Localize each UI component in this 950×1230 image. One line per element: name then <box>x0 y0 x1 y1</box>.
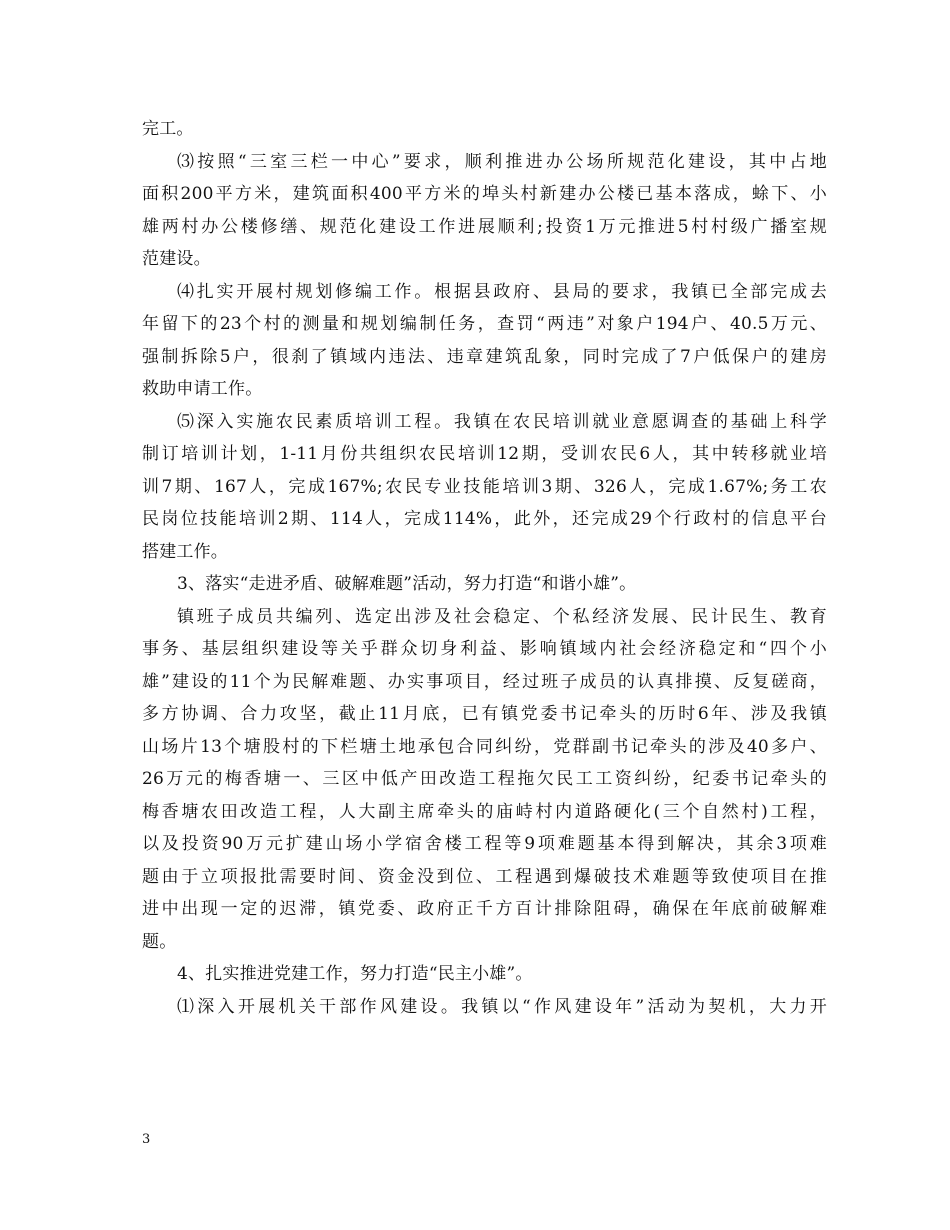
text-line: 梅香塘农田改造工程，人大副主席牵头的庙峙村内道路硬化(三个自然村)工程， <box>142 801 827 822</box>
body-text <box>142 113 827 1023</box>
text-line: 制订培训计划，1-11月份共组织农民培训12期，受训农民6人，其中转移就业培 <box>142 444 827 464</box>
text-line: 3、落实“走进矛盾、破解难题”活动，努力打造“和谐小雄”。 <box>177 574 637 594</box>
page-number: 3 <box>142 1132 151 1147</box>
text-line: ⑸深入实施农民素质培训工程。我镇在农民培训就业意愿调查的基础上科学 <box>177 411 827 432</box>
text-line: 训7期、167人，完成167%;农民专业技能培训3期、326人，完成1.67%;务工农 <box>142 476 827 497</box>
text-line: 题由于立项报批需要时间、资金没到位、工程遇到爆破技术难题等致使项目在推 <box>142 866 827 887</box>
text-line: 多方协调、合力攻坚，截止11月底，已有镇党委书记牵头的历时6年、涉及我镇 <box>142 704 827 724</box>
text-line: 雄两村办公楼修缮、规范化建设工作进展顺利;投资1万元推进5村村级广播室规 <box>142 216 827 237</box>
text-line: 搭建工作。 <box>142 541 228 562</box>
text-line: ⑴深入开展机关干部作风建设。我镇以“作风建设年”活动为契机，大力开 <box>177 996 827 1017</box>
text-line: 完工。 <box>142 119 194 139</box>
text-line: ⑷扎实开展村规划修编工作。根据县政府、县局的要求，我镇已全部完成去 <box>177 281 827 302</box>
text-line: 事务、基层组织建设等关乎群众切身利益、影响镇域内社会经济稳定和“四个小 <box>142 639 827 659</box>
text-line: 26万元的梅香塘一、三区中低产田改造工程拖欠民工工资纠纷，纪委书记牵头的 <box>142 769 827 789</box>
text-line: 以及投资90万元扩建山场小学宿舍楼工程等9项难题基本得到解决，其余3项难 <box>142 834 827 854</box>
text-line: 年留下的23个村的测量和规划编制任务，查罚“两违”对象户194户、40.5万元、 <box>142 314 827 334</box>
text-line: 镇班子成员共编列、选定出涉及社会稳定、个私经济发展、民计民生、教育 <box>177 606 827 627</box>
text-line: 雄”建设的11个为民解难题、办实事项目，经过班子成员的认真排摸、反复磋商， <box>142 671 827 692</box>
text-line: 题。 <box>142 931 177 952</box>
text-line: 进中出现一定的迟滞，镇党委、政府正千方百计排除阻碍，确保在年底前破解难 <box>142 899 827 919</box>
text-line: 山场片13个塘股村的下栏塘土地承包合同纠纷，党群副书记牵头的涉及40多户、 <box>142 736 827 757</box>
text-line: 范建设。 <box>142 249 211 269</box>
text-line: 面积200平方米，建筑面积400平方米的埠头村新建办公楼已基本落成，蜍下、小 <box>142 184 827 204</box>
text-line: 救助申请工作。 <box>142 379 263 399</box>
text-line: 强制拆除5户，很刹了镇域内违法、违章建筑乱象，同时完成了7户低保户的建房 <box>142 346 827 367</box>
text-line: 民岗位技能培训2期、114人，完成114%，此外，还完成29个行政村的信息平台 <box>142 509 827 529</box>
text-line: ⑶按照“三室三栏一中心”要求，顺利推进办公场所规范化建设，其中占地 <box>177 151 827 172</box>
text-line: 4、扎实推进党建工作，努力打造“民主小雄”。 <box>177 964 533 984</box>
